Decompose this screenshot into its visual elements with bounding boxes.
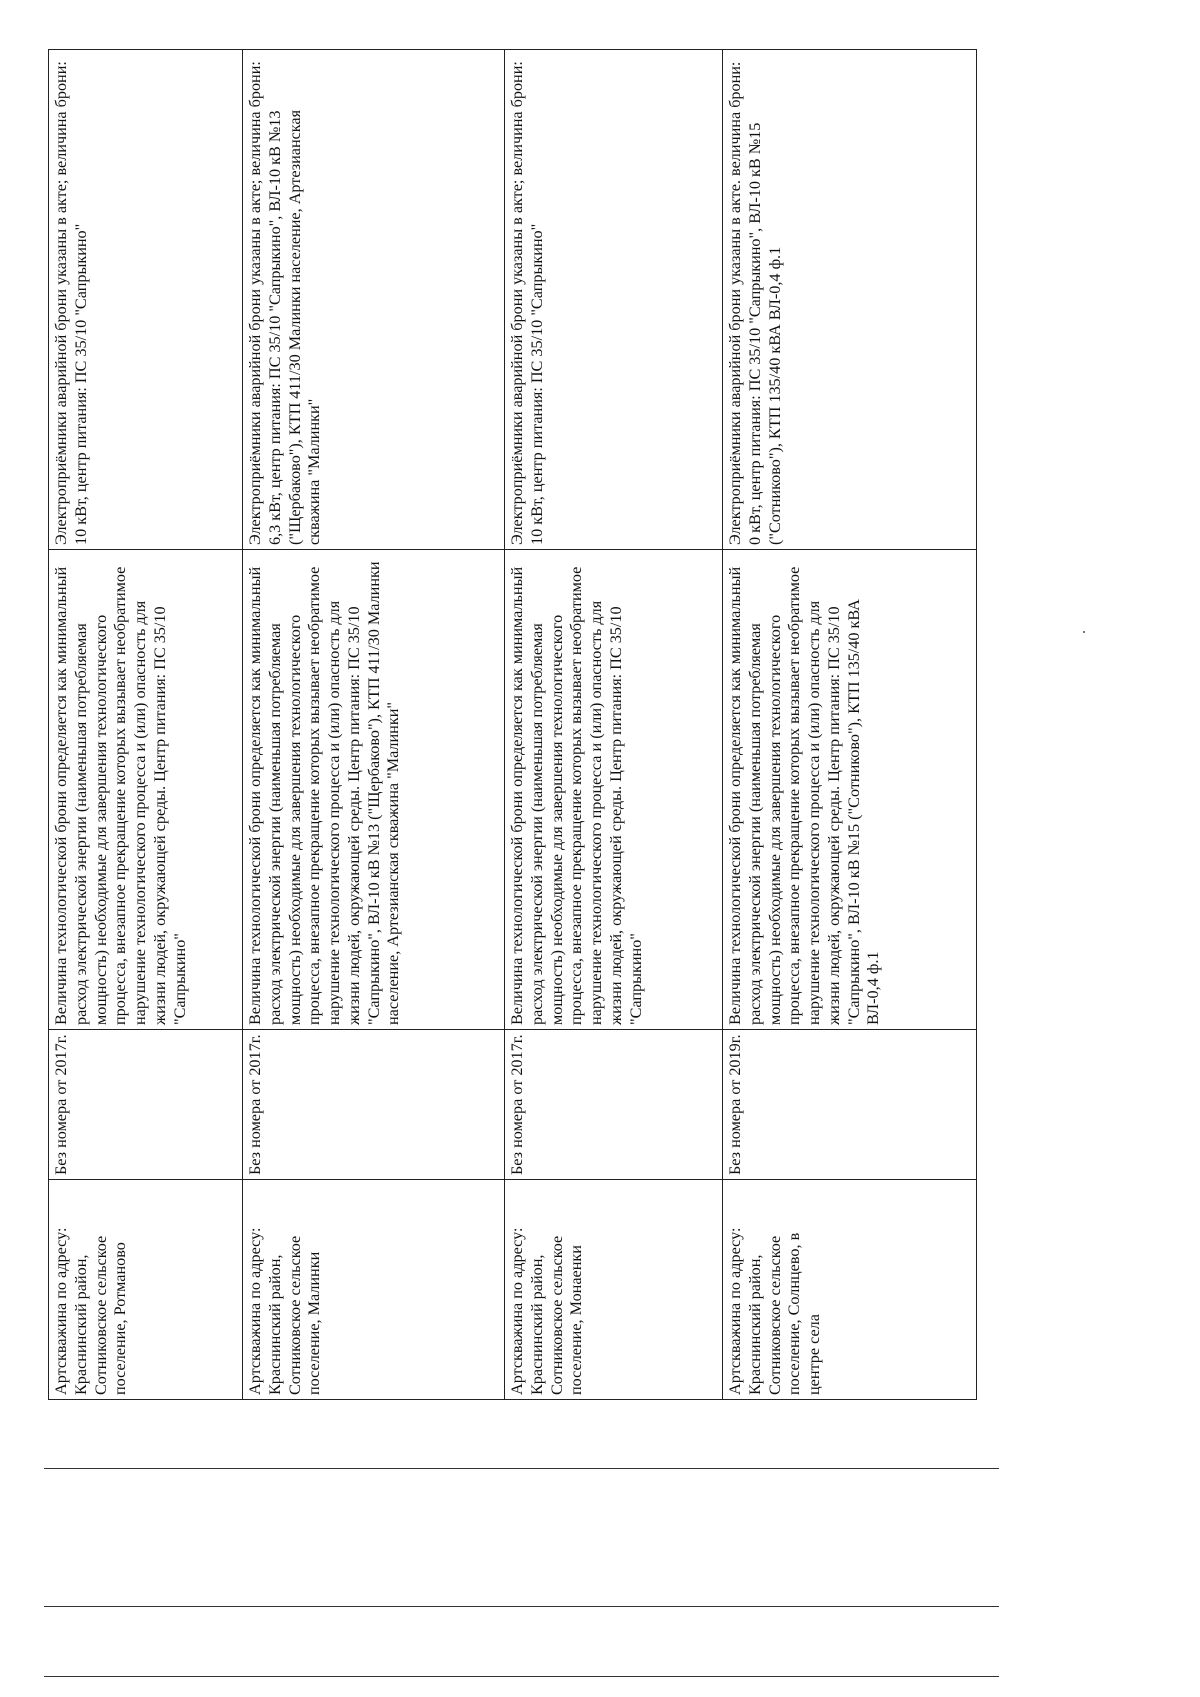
tech-reserve-cell: Величина технологической брони определяется как минимальный расход электрической энергии (наименьшая потребляемая мощность) необходимые для завершения технологического процесса, внезапное прекращение которых вызывает необратимое нарушение технологического процесса и (или) опасность для жизни людей, окружающей среды. Центр питания: ПС 35/10 "Сапрыкино", ВЛ-10 кВ №13 ("Щербаково"), КТП 411/30 Малинки население, Артезианская скважина "Малинки" [243,550,505,1030]
document-cell: Без номера от 2017г. [243,1030,505,1180]
tech-reserve-cell: Величина технологической брони определяется как минимальный расход электрической энергии (наименьшая потребляемая мощность) необходимые для завершения технологического процесса, внезапное прекращение которых вызывает необратимое нарушение технологического процесса и (или) опасность для жизни людей, окружающей среды. Центр питания: ПС 35/10 "Сапрыкино" [505,550,723,1030]
emergency-reserve-cell: Электроприёмники аварийной брони указаны в акте. величина брони: 0 кВт, центр питания: ПС 35/10 "Сапрыкино", ВЛ-10 кВ №15 ("Сотниково"), КТП 135/40 кВА ВЛ-0,4 ф.1 [723,50,977,550]
document-cell: Без номера от 2017г. [505,1030,723,1180]
table-row [723,50,977,1400]
emergency-reserve-cell: Электроприёмники аварийной брони указаны в акте; величина брони: 10 кВт, центр питания: ПС 35/10 "Сапрыкино" [505,50,723,550]
address-cell: Артскважина по адресу: Краснинский район, Сотниковское сельское поселение, Солнцево, в центре села [723,1180,977,1400]
divider-line [44,1606,999,1607]
tech-reserve-cell: Величина технологической брони определяется как минимальный расход электрической энергии (наименьшая потребляемая мощность) необходимые для завершения технологического процесса, внезапное прекращение которых вызывает необратимое нарушение технологического процесса и (или) опасность для жизни людей, окружающей среды. Центр питания: ПС 35/10 "Сапрыкино" [49,550,243,1030]
document-cell: Без номера от 2019г. [723,1030,977,1180]
address-cell: Артскважина по адресу: Краснинский район, Сотниковское сельское поселение, Ротманово [49,1180,243,1400]
document-cell: Без номера от 2017г. [49,1030,243,1180]
scan-speck [1083,631,1085,633]
table-row [49,50,243,1400]
table-row [243,50,505,1400]
reserve-table-rotated [48,50,976,1400]
divider-line [44,1676,999,1677]
reserve-table [48,49,977,1400]
emergency-reserve-cell: Электроприёмники аварийной брони указаны в акте; величина брони: 10 кВт, центр питания: ПС 35/10 "Сапрыкино" [49,50,243,550]
address-cell: Артскважина по адресу: Краснинский район, Сотниковское сельское поселение, Монаенки [505,1180,723,1400]
emergency-reserve-cell: Электроприёмники аварийной брони указаны в акте; величина брони: 6,3 кВт, центр питания: ПС 35/10 "Сапрыкино", ВЛ-10 кВ №13 ("Щербаково"), КТП 411/30 Малинки население, Артезианская скважина "Малинки" [243,50,505,550]
address-cell: Артскважина по адресу: Краснинский район, Сотниковское сельское поселение, Малинки [243,1180,505,1400]
table-row [505,50,723,1400]
tech-reserve-cell: Величина технологической брони определяется как минимальный расход электрической энергии (наименьшая потребляемая мощность) необходимые для завершения технологического процесса, внезапное прекращение которых вызывает необратимое нарушение технологического процесса и (или) опасность для жизни людей, окружающей среды. Центр питания: ПС 35/10 "Сапрыкино", ВЛ-10 кВ №15 ("Сотниково"), КТП 135/40 кВА ВЛ-0,4 ф.1 [723,550,977,1030]
divider-line [44,1468,999,1469]
